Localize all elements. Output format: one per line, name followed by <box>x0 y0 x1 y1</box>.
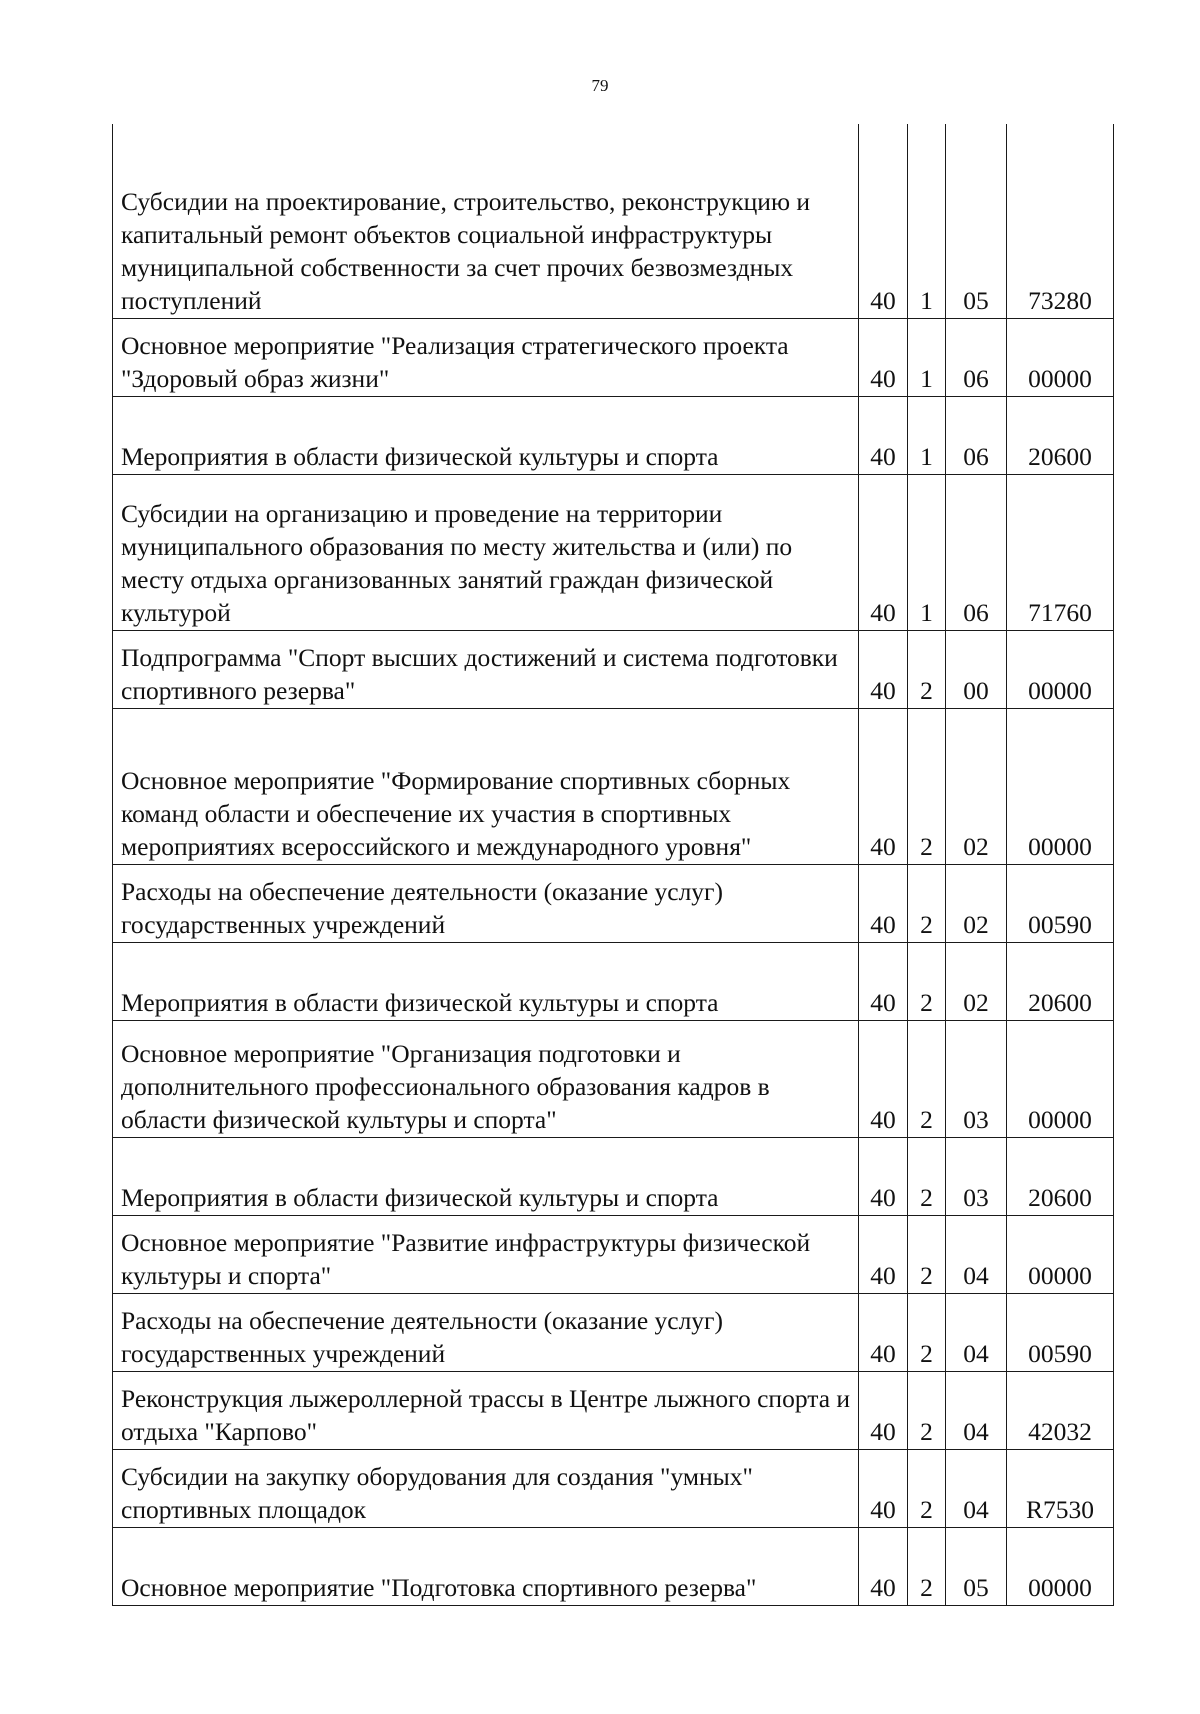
table-row <box>113 1020 1114 1137</box>
code-activity: 06 <box>946 318 1007 396</box>
row-description: Основное мероприятие "Развитие инфраструктуры физической культуры и спорта" <box>113 1215 859 1293</box>
code-activity: 04 <box>946 1449 1007 1527</box>
code-subprogram: 2 <box>908 630 946 708</box>
code-direction: 00000 <box>1007 1527 1114 1605</box>
code-subprogram: 1 <box>908 124 946 318</box>
code-subprogram: 2 <box>908 1293 946 1371</box>
row-description: Основное мероприятие "Формирование спортивных сборных команд области и обеспечение их участия в спортивных мероприятиях всероссийского и международного уровня" <box>113 708 859 864</box>
code-activity: 06 <box>946 474 1007 630</box>
code-activity: 04 <box>946 1215 1007 1293</box>
code-activity: 04 <box>946 1371 1007 1449</box>
code-direction: 42032 <box>1007 1371 1114 1449</box>
code-program: 40 <box>859 942 908 1020</box>
code-activity: 02 <box>946 708 1007 864</box>
code-subprogram: 2 <box>908 1215 946 1293</box>
code-activity: 02 <box>946 942 1007 1020</box>
code-program: 40 <box>859 864 908 942</box>
row-description: Мероприятия в области физической культуры и спорта <box>113 396 859 474</box>
code-subprogram: 2 <box>908 1137 946 1215</box>
code-activity: 02 <box>946 864 1007 942</box>
row-description: Подпрограмма "Спорт высших достижений и система подготовки спортивного резерва" <box>113 630 859 708</box>
row-description: Субсидии на проектирование, строительство, реконструкцию и капитальный ремонт объектов социальной инфраструктуры муниципальной собственности за счет прочих безвозмездных поступлений <box>113 124 859 318</box>
table-row <box>113 1449 1114 1527</box>
table-row <box>113 396 1114 474</box>
code-direction: 00000 <box>1007 1215 1114 1293</box>
code-direction: 00000 <box>1007 708 1114 864</box>
row-description: Расходы на обеспечение деятельности (оказание услуг) государственных учреждений <box>113 1293 859 1371</box>
code-subprogram: 1 <box>908 474 946 630</box>
code-direction: R7530 <box>1007 1449 1114 1527</box>
code-program: 40 <box>859 1020 908 1137</box>
code-program: 40 <box>859 1293 908 1371</box>
code-activity: 00 <box>946 630 1007 708</box>
row-description: Основное мероприятие "Подготовка спортивного резерва" <box>113 1527 859 1605</box>
code-program: 40 <box>859 708 908 864</box>
code-subprogram: 1 <box>908 396 946 474</box>
code-direction: 20600 <box>1007 942 1114 1020</box>
row-description: Субсидии на закупку оборудования для создания "умных" спортивных площадок <box>113 1449 859 1527</box>
code-program: 40 <box>859 124 908 318</box>
code-program: 40 <box>859 318 908 396</box>
budget-classification-table <box>112 124 1114 1606</box>
row-description: Реконструкция лыжероллерной трассы в Центре лыжного спорта и отдыха "Карпово" <box>113 1371 859 1449</box>
code-program: 40 <box>859 474 908 630</box>
code-activity: 03 <box>946 1020 1007 1137</box>
table-row <box>113 1527 1114 1605</box>
page-number: 79 <box>591 76 609 95</box>
code-activity: 05 <box>946 124 1007 318</box>
row-description: Мероприятия в области физической культуры и спорта <box>113 1137 859 1215</box>
table-row <box>113 942 1114 1020</box>
table-row <box>113 318 1114 396</box>
code-subprogram: 2 <box>908 1371 946 1449</box>
code-program: 40 <box>859 1371 908 1449</box>
code-program: 40 <box>859 630 908 708</box>
code-subprogram: 1 <box>908 318 946 396</box>
table-row <box>113 630 1114 708</box>
code-activity: 05 <box>946 1527 1007 1605</box>
code-program: 40 <box>859 1137 908 1215</box>
row-description: Основное мероприятие "Реализация стратегического проекта "Здоровый образ жизни" <box>113 318 859 396</box>
table-row <box>113 1371 1114 1449</box>
row-description: Основное мероприятие "Организация подготовки и дополнительного профессионального образования кадров в области физической культуры и спорта" <box>113 1020 859 1137</box>
code-program: 40 <box>859 1215 908 1293</box>
code-activity: 04 <box>946 1293 1007 1371</box>
table-row <box>113 708 1114 864</box>
code-subprogram: 2 <box>908 1527 946 1605</box>
code-activity: 06 <box>946 396 1007 474</box>
code-direction: 00000 <box>1007 630 1114 708</box>
code-direction: 20600 <box>1007 1137 1114 1215</box>
code-direction: 20600 <box>1007 396 1114 474</box>
table-row <box>113 474 1114 630</box>
code-direction: 00590 <box>1007 864 1114 942</box>
table-row <box>113 864 1114 942</box>
code-program: 40 <box>859 1527 908 1605</box>
row-description: Субсидии на организацию и проведение на территории муниципального образования по месту жительства и (или) по месту отдыха организованных занятий граждан физической культурой <box>113 474 859 630</box>
code-subprogram: 2 <box>908 864 946 942</box>
code-subprogram: 2 <box>908 1020 946 1137</box>
code-activity: 03 <box>946 1137 1007 1215</box>
code-direction: 00590 <box>1007 1293 1114 1371</box>
code-direction: 71760 <box>1007 474 1114 630</box>
table-row <box>113 124 1114 318</box>
code-subprogram: 2 <box>908 942 946 1020</box>
code-direction: 00000 <box>1007 1020 1114 1137</box>
table-row <box>113 1215 1114 1293</box>
row-description: Мероприятия в области физической культуры и спорта <box>113 942 859 1020</box>
table-row <box>113 1137 1114 1215</box>
code-subprogram: 2 <box>908 1449 946 1527</box>
row-description: Расходы на обеспечение деятельности (оказание услуг) государственных учреждений <box>113 864 859 942</box>
code-program: 40 <box>859 1449 908 1527</box>
code-subprogram: 2 <box>908 708 946 864</box>
code-program: 40 <box>859 396 908 474</box>
code-direction: 00000 <box>1007 318 1114 396</box>
table-row <box>113 1293 1114 1371</box>
code-direction: 73280 <box>1007 124 1114 318</box>
